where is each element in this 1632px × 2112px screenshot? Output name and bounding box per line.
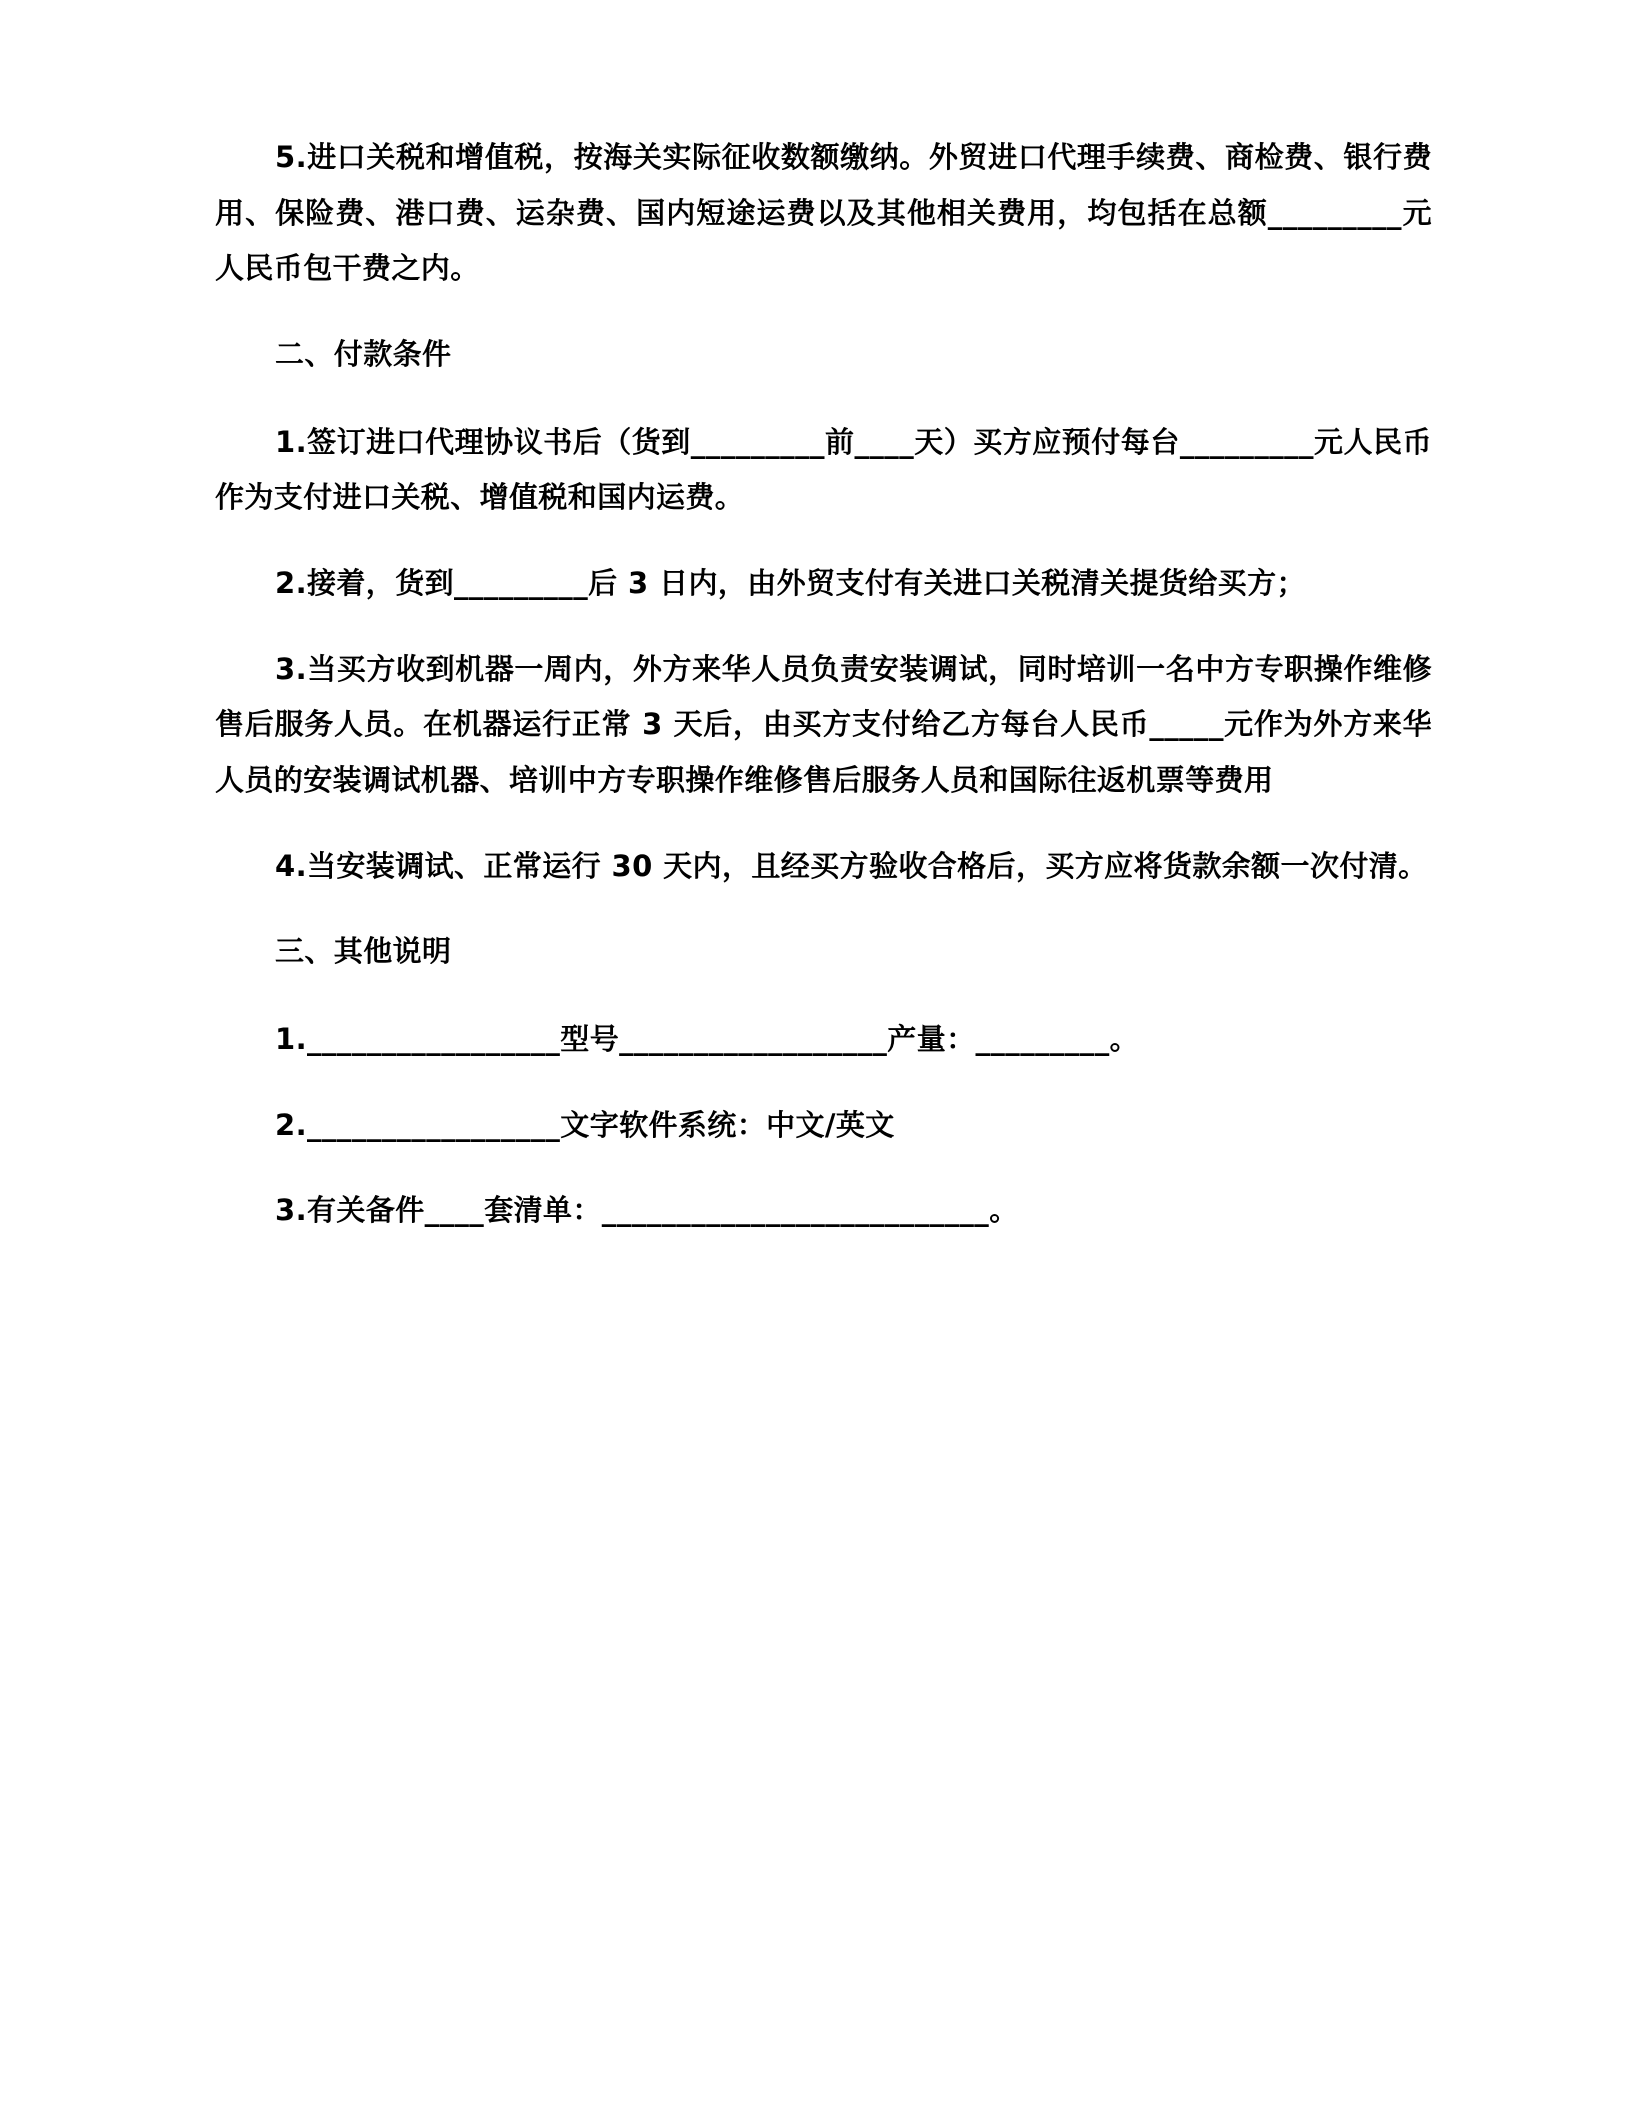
other-note-3: 3.有关备件____套清单：__________________________。 <box>275 1193 1019 1228</box>
other-note-1: 1._________________型号__________________产量：_________。 <box>275 1022 1139 1057</box>
payment-term-2: 2.接着，货到_________后 3 日内，由外贸支付有关进口关税清关提货给买方； <box>275 566 1306 601</box>
payment-term-3: 3.当买方收到机器一周内，外方来华人员负责安装调试，同时培训一名中方专职操作维修售后服务人员。在机器运行正常 3 天后，由买方支付给乙方每台人民币_____元作为外方来华人员的安装调试机器、培训中方专职操作维修售后服务人员和国际往返机票等费用 <box>215 651 1432 798</box>
payment-term-1: 1.签订进口代理协议书后（货到_________前____天）买方应预付每台_________元人民币作为支付进口关税、增值税和国内运费。 <box>215 424 1432 515</box>
document-body <box>215 130 1432 1239</box>
section-three-heading: 三、其他说明 <box>275 934 452 969</box>
section-two-heading: 二、付款条件 <box>275 337 452 372</box>
other-note-2: 2._________________文字软件系统：中文/英文 <box>275 1107 895 1142</box>
payment-term-4: 4.当安装调试、正常运行 30 天内，且经买方验收合格后，买方应将货款余额一次付清。 <box>275 848 1428 883</box>
clause-1-5-paragraph: 5.进口关税和增值税，按海关实际征收数额缴纳。外贸进口代理手续费、商检费、银行费用、保险费、港口费、运杂费、国内短途运费以及其他相关费用，均包括在总额_________元人民币包干费之内。 <box>215 140 1432 286</box>
